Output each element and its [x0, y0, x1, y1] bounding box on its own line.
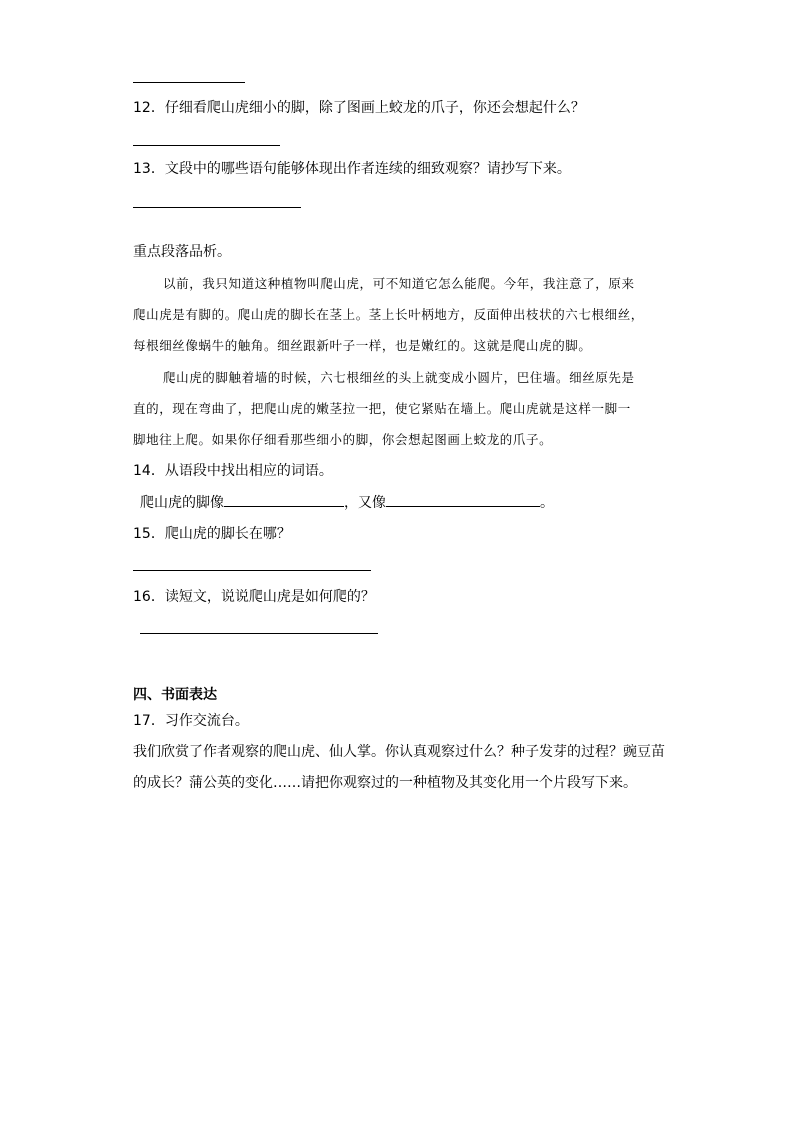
question-14-fill [140, 492, 554, 513]
writing-prompt-line1: 我们欣赏了作者观察的爬山虎、仙人掌。你认真观察过什么？种子发芽的过程？豌豆苗 [133, 744, 665, 760]
writing-prompt-line2: 的成长？蒲公英的变化……请把你观察过的一种植物及其变化用一个片段写下来。 [133, 775, 637, 791]
passage-p1-line1: 以前，我只知道这种植物叫爬山虎，可不知道它怎么能爬。今年，我注意了，原来 [163, 276, 635, 291]
blank-b[interactable] [386, 492, 540, 507]
question-15: 15．爬山虎的脚长在哪？ [133, 526, 291, 542]
fill-label-b: ，又像 [344, 495, 386, 511]
fill-label-a: 爬山虎的脚像 [140, 495, 224, 511]
passage-p2-line1: 爬山虎的脚触着墙的时候，六七根细丝的头上就变成小圆片，巴住墙。细丝原先是 [163, 370, 635, 385]
passage-p2-line2: 直的，现在弯曲了，把爬山虎的嫩茎拉一把，使它紧贴在墙上。爬山虎就是这样一脚一 [133, 401, 631, 416]
answer-line-q15[interactable] [133, 570, 371, 571]
blank-a[interactable] [224, 492, 344, 507]
answer-line-q11[interactable] [133, 82, 245, 83]
answer-line-q13[interactable] [133, 207, 301, 208]
section-intro: 重点段落品析。 [133, 244, 231, 260]
section-4-title: 四、书面表达 [133, 687, 217, 703]
question-17: 17．习作交流台。 [133, 713, 249, 729]
answer-line-q16[interactable] [140, 633, 378, 634]
passage-p2-line3: 脚地往上爬。如果你仔细看那些细小的脚，你会想起图画上蛟龙的爪子。 [133, 432, 553, 447]
fill-label-c: 。 [540, 495, 554, 511]
passage-p1-line2: 爬山虎是有脚的。爬山虎的脚长在茎上。茎上长叶柄地方，反面伸出枝状的六七根细丝， [133, 307, 644, 322]
question-16: 16．读短文，说说爬山虎是如何爬的？ [133, 589, 375, 605]
question-13: 13．文段中的哪些语句能够体现出作者连续的细致观察？请抄写下来。 [133, 161, 571, 177]
passage-p1-line3: 每根细丝像蜗牛的触角。细丝跟新叶子一样，也是嫩红的。这就是爬山虎的脚。 [133, 338, 592, 353]
question-12: 12．仔细看爬山虎细小的脚，除了图画上蛟龙的爪子，你还会想起什么？ [133, 100, 585, 116]
question-14: 14．从语段中找出相应的词语。 [133, 463, 333, 479]
answer-line-q12[interactable] [133, 145, 280, 146]
